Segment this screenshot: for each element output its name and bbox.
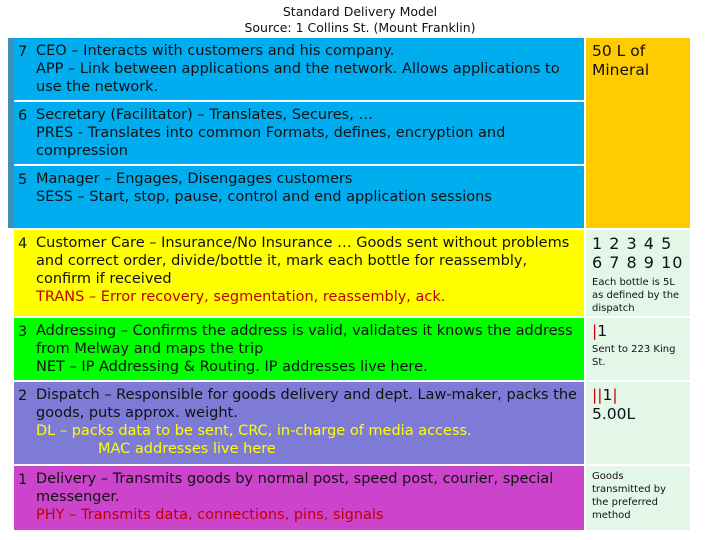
bottles-note: Each bottle is 5L as defined by the dispatch [592,277,680,314]
layer-6-row [14,102,584,164]
dl-weight: 5.00L [592,405,636,423]
layer-number: 3 [18,324,28,340]
layer-role: Customer Care – Insurance/No Insurance … Goods sent without problems and correct order, divide/bottle it, mark each bottle for reassembly, confirm if received [36,235,570,287]
layer-role: Dispatch – Responsible for goods delivery and dept. Law-maker, packs the goods, puts approx. weight. [36,387,577,421]
layer-role: Manager – Engages, Disengages customers [36,171,353,187]
layer-number: 4 [18,236,28,252]
layer-1-row [14,466,584,530]
side-net [586,318,690,380]
layer-2-row [14,382,584,464]
layer-protocol-note: MAC addresses live here [98,441,276,457]
layer-5-row [14,166,584,228]
layer-protocol: DL – packs data to be sent, CRC, in-charge of media access. [36,423,472,439]
net-note: Sent to 223 King St. [592,344,676,368]
layer-protocol: PHY – Transmits data, connections, pins, signals [36,507,384,523]
side-mineral [586,38,690,228]
mineral-label: 50 L of Mineral [592,42,650,79]
bottles-row-1: 1 2 3 4 5 [592,234,673,253]
diagram-header [0,4,720,36]
layer-protocol: SESS – Start, stop, pause, control and end application sessions [36,189,492,205]
side-physical [586,466,690,530]
layer-number: 7 [18,44,28,60]
layer-number: 2 [18,388,28,404]
layer-number: 5 [18,172,28,188]
layer-protocol: APP – Link between applications and the network. Allows applications to use the network. [36,61,560,95]
layer-role: Secretary (Facilitator) – Translates, Secures, … [36,107,373,123]
layer-role: CEO – Interacts with customers and his company. [36,43,395,59]
layer-number: 6 [18,108,28,124]
layer-role: Delivery – Transmits goods by normal post, speed post, courier, special messenger. [36,471,554,505]
layer-number: 1 [18,472,28,488]
layer-4-row [14,230,584,316]
layer-protocol: TRANS – Error recovery, segmentation, reassembly, ack. [36,289,446,305]
diagram-source: Source: 1 Collins St. (Mount Franklin) [244,20,476,35]
layer-protocol: NET – IP Addressing & Routing. IP addresses live here. [36,359,428,375]
phy-note: Goods transmitted by the preferred method [592,471,667,521]
layer-role: Addressing – Confirms the address is valid, validates it knows the address from Melway and maps the trip [36,323,573,357]
diagram-title: Standard Delivery Model [282,4,438,19]
side-bottles [586,230,690,316]
layer-3-row [14,318,584,380]
layer-7-row [14,38,584,100]
bottles-row-2: 6 7 8 9 10 [592,253,684,272]
net-marker: |1 [592,322,608,340]
dl-marker: ||1| [592,386,618,404]
layer-protocol: PRES - Translates into common Formats, defines, encryption and compression [36,125,506,159]
side-datalink [586,382,690,464]
